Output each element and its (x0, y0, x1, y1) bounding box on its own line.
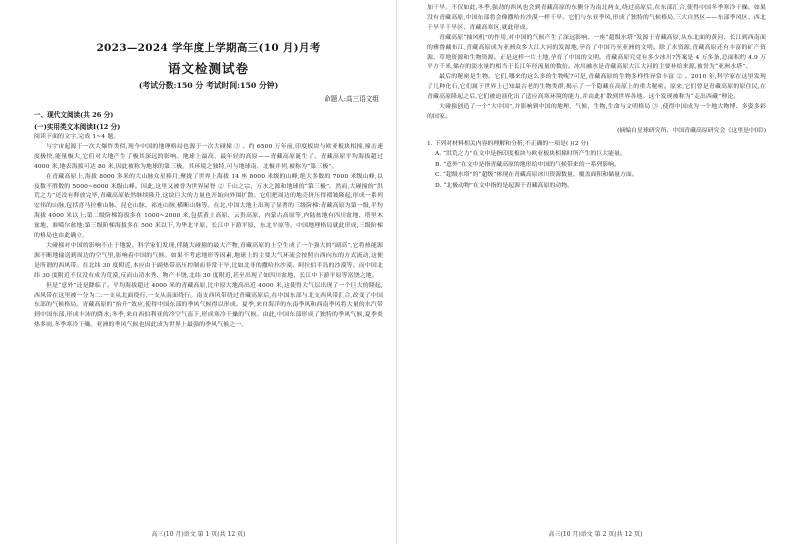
answer-option-a: A. “洪荒之力”在文中是指印度板块与欧亚板块相撞时所产生的巨大能量。 (435, 151, 626, 158)
passage-paragraph: 与宇宙起源于一次大爆炸类似,现今中国的地理格局也源于一次大碰撞 ① 。约 6500 万年前,印度板块与欧亚板块相撞,撞击速度极快,能量极大,它们对大地产生了极其深远的影响。地球上最高、最年轻的高原——青藏高原诞生了。青藏高原平均海拔超过 4000 米,地表海拔可达 80 米,因此被称为地球的第三极。其环境之独特,可与地球南、北极并列,被称为“第三极”。 (34, 143, 383, 170)
passage-source: (摘编自星球研究所、中国青藏高原研究会《这里是中国》) (617, 127, 766, 134)
passage-paragraph: 最后的秘密是生物。它们,哪来的这么多的生物呢?可是,青藏高原的生物多样性异常丰富 ② 。2010 年,科学家在这里发现了几种化石,它们属于世界上已知最古老的生物类群,揭示了一个隐藏在高原上的重大秘密。原来,它们曾是青藏高原的原住民,在青藏高原隆起之后,它们被迫演化出了适应高寒环境的能力,并由此扩散到世界各地。这个发现被称为“走出西藏”理论。 (427, 74, 766, 101)
passage-paragraph: 大碰撞创造了一个“大中国”,并影响到中国的地理、气候、生物,生命与文明格局 ③ ,使得中国成为一个地大物博、多姿多彩的国家。 (427, 104, 766, 120)
page-footer: 高三(10 月)语文 第 2 页(共 12 页) (548, 531, 643, 538)
exam-info: (考试分数:150 分 考试时间:150 分钟) (138, 81, 279, 90)
page-footer: 高三(10 月)语文 第 1 页(共 12 页) (151, 531, 246, 538)
answer-option-d: D. “北极动物”在文中指的是起源于青藏高原的动物。 (435, 182, 573, 189)
question-setter: 命题人:高三语文组 (324, 95, 379, 103)
passage-paragraph: 但是“意外”还是降临了。平均海拔超过 4000 米的青藏高原,比中原大地高出近 4000 米,这使得大气层出现了一个巨大的隆起,西风带在这里被一分为二:一支从北面绕行,一支从南面绕行。南支西风带绕过青藏高原后,在中国东部与北支西风带汇合,改变了中国东部的气候格局。青藏高原的“抬升”效应,使得中国东部的季风气候得以形成。夏季,来自海洋的东南季风和西南季风将大量的水汽带到中国东部,形成丰沛的降水;冬季,来自西伯利亚的冷空气南下,形成寒冷干燥的气候。由此,中国东部形成了独特的季风气候,夏季炎热多雨,冬季寒冷干燥。亚洲的季风气候也因此成为世界上最强的季风气候之一。 (34, 282, 383, 329)
exam-subtitle: 语文检测试卷 (167, 61, 249, 76)
passage-paragraph: 大碰撞对中国的影响不止于地貌。科学家们发现,伴随大碰撞的最大产物,青藏高原的上空生成了一个强大的“副高”,它将热能源源不断地输送到周边的空气里,影响着中国的气候。如果不考虑地形等因素,地球上的主要大气环流会按照自西向东的方式流动,这便是所谓的西风带。在北纬 30 度附近,本应由于副热带高压控制而非常干旱,比如北非的撒哈拉沙漠、阿拉伯半岛的沙漠等。而中国北纬 30 度附近不仅没有成为荒漠,反而山清水秀、物产丰饶,北纬 30 度附近,甚至出现了如四川盆地、长江中下游平原等富饶之地。 (34, 242, 383, 279)
passage-paragraph: 在青藏高原上,海拔 8000 多米的大山脉众星捧月,聚拢了世界上海拔 14 座 8000 米级的山峰,绝大多数的 7000 米级山峰,以及数不胜数的 5000~6000 米级山峰。因此,这里又被誉为世界屋脊 ② 千山之宗、万水之源和地球的“第三极”。然而,大碰撞的“洪荒之力”还没有释放完毕,青藏高原依然继续隆升,这块巨大的力量也开始向外围扩散。它们把周边的地壳挤压得褶皱隆起,形成一系列宏伟的山脉,包括喜马拉雅山脉、昆仑山脉、祁连山脉,横断山脉等。在北,中国大地上出现了显著的三级阶梯:青藏高原为第一级,平均海拔 4000 米以上;第二级阶梯海拔多在 1000~2000 米,包括黄土高原、云贵高原、内蒙古高原等,内陆盆地有四川盆地、塔里木盆地、准噶尔盆地;第三级阶梯海拔多在 500 米以下,为华北平原、长江中下游平原、东北平原等。中国地理格局就此形成,三级阶梯的格局也由此确立。 (34, 173, 383, 240)
exam-page-2 (397, 0, 794, 544)
passage-paragraph: 加干旱。不仅如此,冬季,强劲的西风也会到青藏高原的东侧分为南北两支,绕过高原后,在东部汇合,使得中国冬季寒冷干燥。如果没有青藏高原,中国东部将会像撒哈拉沙漠一样干旱。它们与东亚季风,形成了独特的气候格局,三大自然区——东部季风区、西北干旱半干旱区、青藏高寒区,就此形成。 (427, 5, 766, 31)
section-heading: 一、现代文阅读(共 26 分) (34, 111, 114, 119)
reading-instruction: 阅读下面的文字,完成 1~4 题。 (34, 134, 120, 140)
answer-option-b: B. “意外”在文中是指青藏高原的地形给中国的气候带来的一系列影响。 (435, 161, 620, 168)
question-stem: 1. 下列对材料相关内容的理解和分析,不正确的一项是( )(2 分) (427, 140, 589, 147)
answer-option-c: C. “超级水塔”的“超级”体现在青藏高原冰川资源数量、覆盖面积和储量方面。 (435, 172, 638, 179)
exam-title: 2023—2024 学年度上学期高三(10 月)月考 (96, 42, 321, 54)
passage-paragraph: 青藏高原“抽风机”的作用,对中国的气候产生了深远影响。一座“超级水塔”发源于青藏高原,从东北面的黄河、长江到西南面的雅鲁藏布江,青藏高原成为亚洲众多大江大河的发源地,孕育了中国乃至亚洲的文明。除了水资源,青藏高原还有丰富的矿产资源、草地资源和生物资源。正是这样一片土地,孕育了中国的文明。青藏高原究竟有多少冰川?答案是 4 万多条,总面积约 4.9 万平方千米,储存的淡水量约相当于长江年径流量的数倍。冰川融水是青藏高原大江大河的主要补给来源,被誉为“亚洲水塔”。 (427, 34, 766, 71)
subsection-heading: (一)实用类文本阅读Ⅰ(12 分) (34, 123, 121, 131)
